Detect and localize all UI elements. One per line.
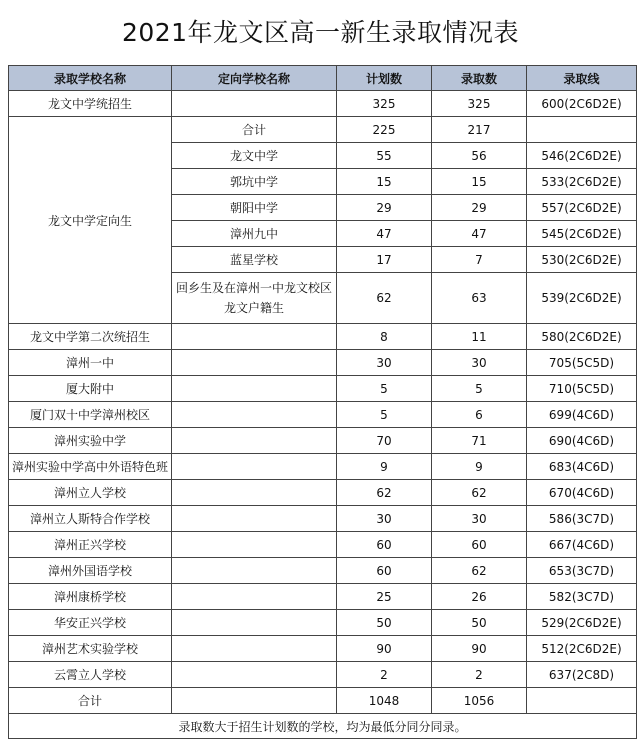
target-school: 郭坑中学 — [172, 169, 337, 195]
table-row — [9, 350, 637, 376]
school-name: 漳州实验中学 — [9, 428, 172, 454]
plan-count: 325 — [337, 91, 432, 117]
admission-table — [8, 65, 637, 739]
plan-count: 30 — [337, 506, 432, 532]
target-school: 朝阳中学 — [172, 195, 337, 221]
plan-count: 62 — [337, 480, 432, 506]
table-row — [9, 584, 637, 610]
school-name: 漳州立人斯特合作学校 — [9, 506, 172, 532]
plan-count: 25 — [337, 584, 432, 610]
school-name: 漳州一中 — [9, 350, 172, 376]
target-school: 合计 — [172, 117, 337, 143]
target-school — [172, 558, 337, 584]
admission-line: 545(2C6D2E) — [527, 221, 637, 247]
admission-line: 637(2C8D) — [527, 662, 637, 688]
admit-count: 30 — [432, 506, 527, 532]
target-school — [172, 273, 337, 324]
school-name: 厦大附中 — [9, 376, 172, 402]
school-name: 厦门双十中学漳州校区 — [9, 402, 172, 428]
school-name: 龙文中学定向生 — [9, 117, 172, 324]
school-name: 漳州外国语学校 — [9, 558, 172, 584]
plan-count: 60 — [337, 558, 432, 584]
target-school — [172, 324, 337, 350]
admission-line: 600(2C6D2E) — [527, 91, 637, 117]
table-row — [9, 324, 637, 350]
footnote: 录取数大于招生计划数的学校，均为最低分同分同录。 — [9, 714, 637, 739]
admit-count: 7 — [432, 247, 527, 273]
plan-count: 5 — [337, 376, 432, 402]
plan-count: 15 — [337, 169, 432, 195]
target-school — [172, 91, 337, 117]
admit-count: 56 — [432, 143, 527, 169]
table-row — [9, 428, 637, 454]
plan-count: 30 — [337, 350, 432, 376]
table-body — [9, 91, 637, 739]
header-school: 录取学校名称 — [9, 66, 172, 91]
total-row — [9, 688, 637, 714]
admission-line: 667(4C6D) — [527, 532, 637, 558]
plan-count: 50 — [337, 610, 432, 636]
target-school — [172, 584, 337, 610]
admission-line — [527, 117, 637, 143]
admission-line: 582(3C7D) — [527, 584, 637, 610]
table-row — [9, 454, 637, 480]
target-school-line-1: 回乡生及在漳州一中龙文校区 — [175, 281, 332, 295]
total-line — [527, 688, 637, 714]
admit-count: 6 — [432, 402, 527, 428]
target-school — [172, 662, 337, 688]
total-admit: 1056 — [432, 688, 527, 714]
target-school — [172, 428, 337, 454]
plan-count: 9 — [337, 454, 432, 480]
page-title: 2021年龙文区高一新生录取情况表 — [121, 18, 520, 47]
admit-count: 47 — [432, 221, 527, 247]
target-school: 龙文中学 — [172, 143, 337, 169]
table-row — [9, 506, 637, 532]
plan-count: 60 — [337, 532, 432, 558]
admit-count: 30 — [432, 350, 527, 376]
plan-count: 55 — [337, 143, 432, 169]
plan-count: 29 — [337, 195, 432, 221]
plan-count: 90 — [337, 636, 432, 662]
admit-count: 9 — [432, 454, 527, 480]
table-row — [9, 610, 637, 636]
school-name: 云霄立人学校 — [9, 662, 172, 688]
target-school — [172, 376, 337, 402]
admission-line: 557(2C6D2E) — [527, 195, 637, 221]
admit-count: 5 — [432, 376, 527, 402]
table-row — [9, 636, 637, 662]
total-label: 合计 — [9, 688, 172, 714]
school-name: 龙文中学统招生 — [9, 91, 172, 117]
admission-line: 710(5C5D) — [527, 376, 637, 402]
plan-count: 5 — [337, 402, 432, 428]
plan-count: 62 — [337, 273, 432, 324]
admit-count: 29 — [432, 195, 527, 221]
table-row — [9, 480, 637, 506]
plan-count: 225 — [337, 117, 432, 143]
plan-count: 8 — [337, 324, 432, 350]
target-school — [172, 350, 337, 376]
table-row — [9, 558, 637, 584]
admit-count: 217 — [432, 117, 527, 143]
admit-count: 26 — [432, 584, 527, 610]
admission-line: 653(3C7D) — [527, 558, 637, 584]
target-school — [172, 532, 337, 558]
table-row — [9, 532, 637, 558]
plan-count: 17 — [337, 247, 432, 273]
table-row — [9, 117, 637, 143]
admission-line: 683(4C6D) — [527, 454, 637, 480]
target-school — [172, 506, 337, 532]
admit-count: 325 — [432, 91, 527, 117]
admit-count: 62 — [432, 480, 527, 506]
admission-line: 670(4C6D) — [527, 480, 637, 506]
admission-line: 530(2C6D2E) — [527, 247, 637, 273]
admit-count: 62 — [432, 558, 527, 584]
admit-count: 71 — [432, 428, 527, 454]
admit-count: 15 — [432, 169, 527, 195]
plan-count: 70 — [337, 428, 432, 454]
total-plan: 1048 — [337, 688, 432, 714]
target-school — [172, 402, 337, 428]
admission-line: 529(2C6D2E) — [527, 610, 637, 636]
admission-line: 546(2C6D2E) — [527, 143, 637, 169]
school-name: 漳州康桥学校 — [9, 584, 172, 610]
header-plan: 计划数 — [337, 66, 432, 91]
plan-count: 47 — [337, 221, 432, 247]
admit-count: 11 — [432, 324, 527, 350]
target-school-line-2: 龙文户籍生 — [223, 301, 284, 315]
admission-line: 512(2C6D2E) — [527, 636, 637, 662]
school-name: 华安正兴学校 — [9, 610, 172, 636]
admission-line: 586(3C7D) — [527, 506, 637, 532]
admit-count: 2 — [432, 662, 527, 688]
admission-line: 699(4C6D) — [527, 402, 637, 428]
school-name: 漳州实验中学高中外语特色班 — [9, 454, 172, 480]
target-school — [172, 636, 337, 662]
school-name: 龙文中学第二次统招生 — [9, 324, 172, 350]
table-row — [9, 376, 637, 402]
admit-count: 50 — [432, 610, 527, 636]
target-school — [172, 454, 337, 480]
plan-count: 2 — [337, 662, 432, 688]
school-name: 漳州正兴学校 — [9, 532, 172, 558]
header-line: 录取线 — [527, 66, 637, 91]
table-row — [9, 662, 637, 688]
target-school: 漳州九中 — [172, 221, 337, 247]
admission-line: 690(4C6D) — [527, 428, 637, 454]
admit-count: 60 — [432, 532, 527, 558]
target-school — [172, 610, 337, 636]
admission-line: 539(2C6D2E) — [527, 273, 637, 324]
admission-line: 580(2C6D2E) — [527, 324, 637, 350]
target-school — [172, 688, 337, 714]
header-target-school: 定向学校名称 — [172, 66, 337, 91]
header-row — [9, 66, 637, 91]
header-admit: 录取数 — [432, 66, 527, 91]
admit-count: 90 — [432, 636, 527, 662]
admission-line: 533(2C6D2E) — [527, 169, 637, 195]
admission-line: 705(5C5D) — [527, 350, 637, 376]
target-school: 蓝星学校 — [172, 247, 337, 273]
target-school — [172, 480, 337, 506]
admit-count: 63 — [432, 273, 527, 324]
table-row — [9, 402, 637, 428]
table-row — [9, 91, 637, 117]
school-name: 漳州艺术实验学校 — [9, 636, 172, 662]
school-name: 漳州立人学校 — [9, 480, 172, 506]
note-row — [9, 714, 637, 739]
